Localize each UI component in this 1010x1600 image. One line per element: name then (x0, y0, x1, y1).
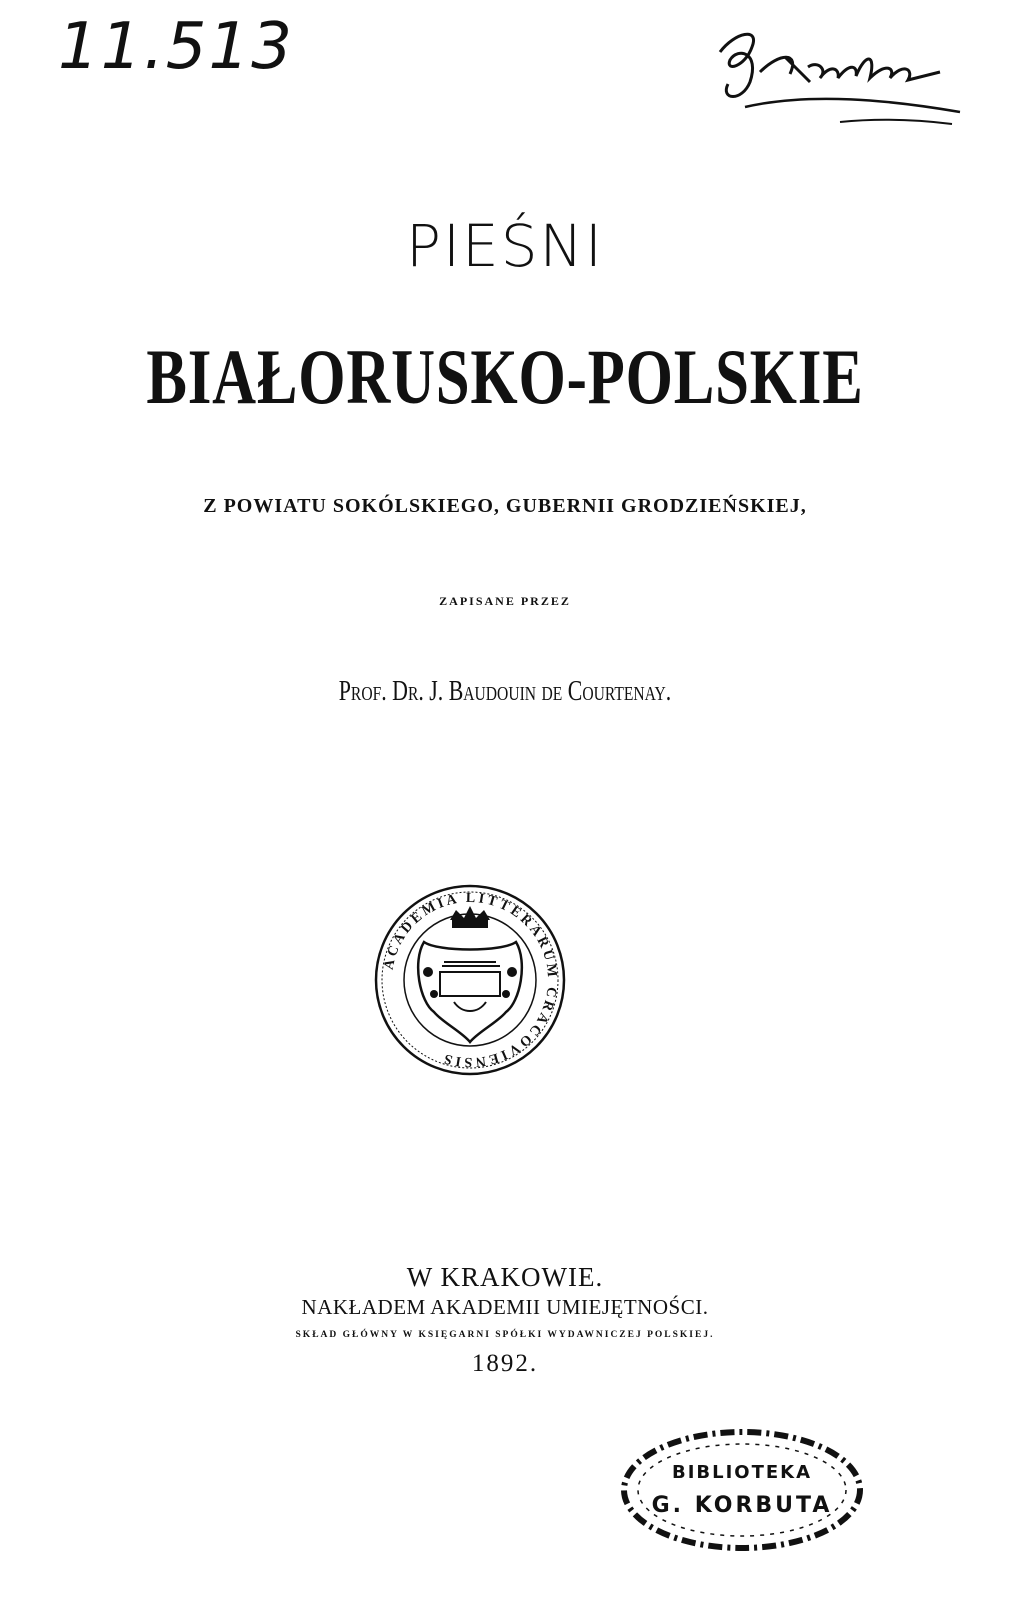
imprint-publisher: NAKŁADEM AKADEMII UMIEJĘTNOŚCI. (301, 1295, 709, 1319)
title-line-1: PIEŚNI (405, 212, 605, 280)
imprint-distribution: SKŁAD GŁÓWNY W KSIĘGARNI SPÓŁKI WYDAWNICZEJ POLSKIEJ. (295, 1330, 715, 1340)
author-name: Prof. Dr. J. Baudouin de Courtenay. (338, 676, 672, 707)
title-line-2: BIAŁORUSKO-POLSKIE (146, 333, 864, 420)
academy-seal (372, 882, 568, 1078)
stamp-line-1: BIBLIOTEKA (671, 1462, 813, 1483)
handwritten-signature (690, 12, 980, 132)
library-stamp (612, 1420, 872, 1560)
stamp-line-2: G. KORBUTA (651, 1493, 833, 1518)
imprint-city: W KRAKOWIE. (406, 1262, 604, 1292)
seal-legend: ACADEMIA LITTERARUM CRACOVIENSIS (381, 890, 560, 1070)
imprint-year: 1892. (471, 1350, 539, 1377)
subtitle: Z POWIATU SOKÓLSKIEGO, GUBERNII GRODZIEŃSKIEJ, (203, 495, 807, 517)
recorded-by-label: ZAPISANE PRZEZ (439, 594, 571, 608)
handwritten-call-number: 11.513 (58, 10, 294, 84)
